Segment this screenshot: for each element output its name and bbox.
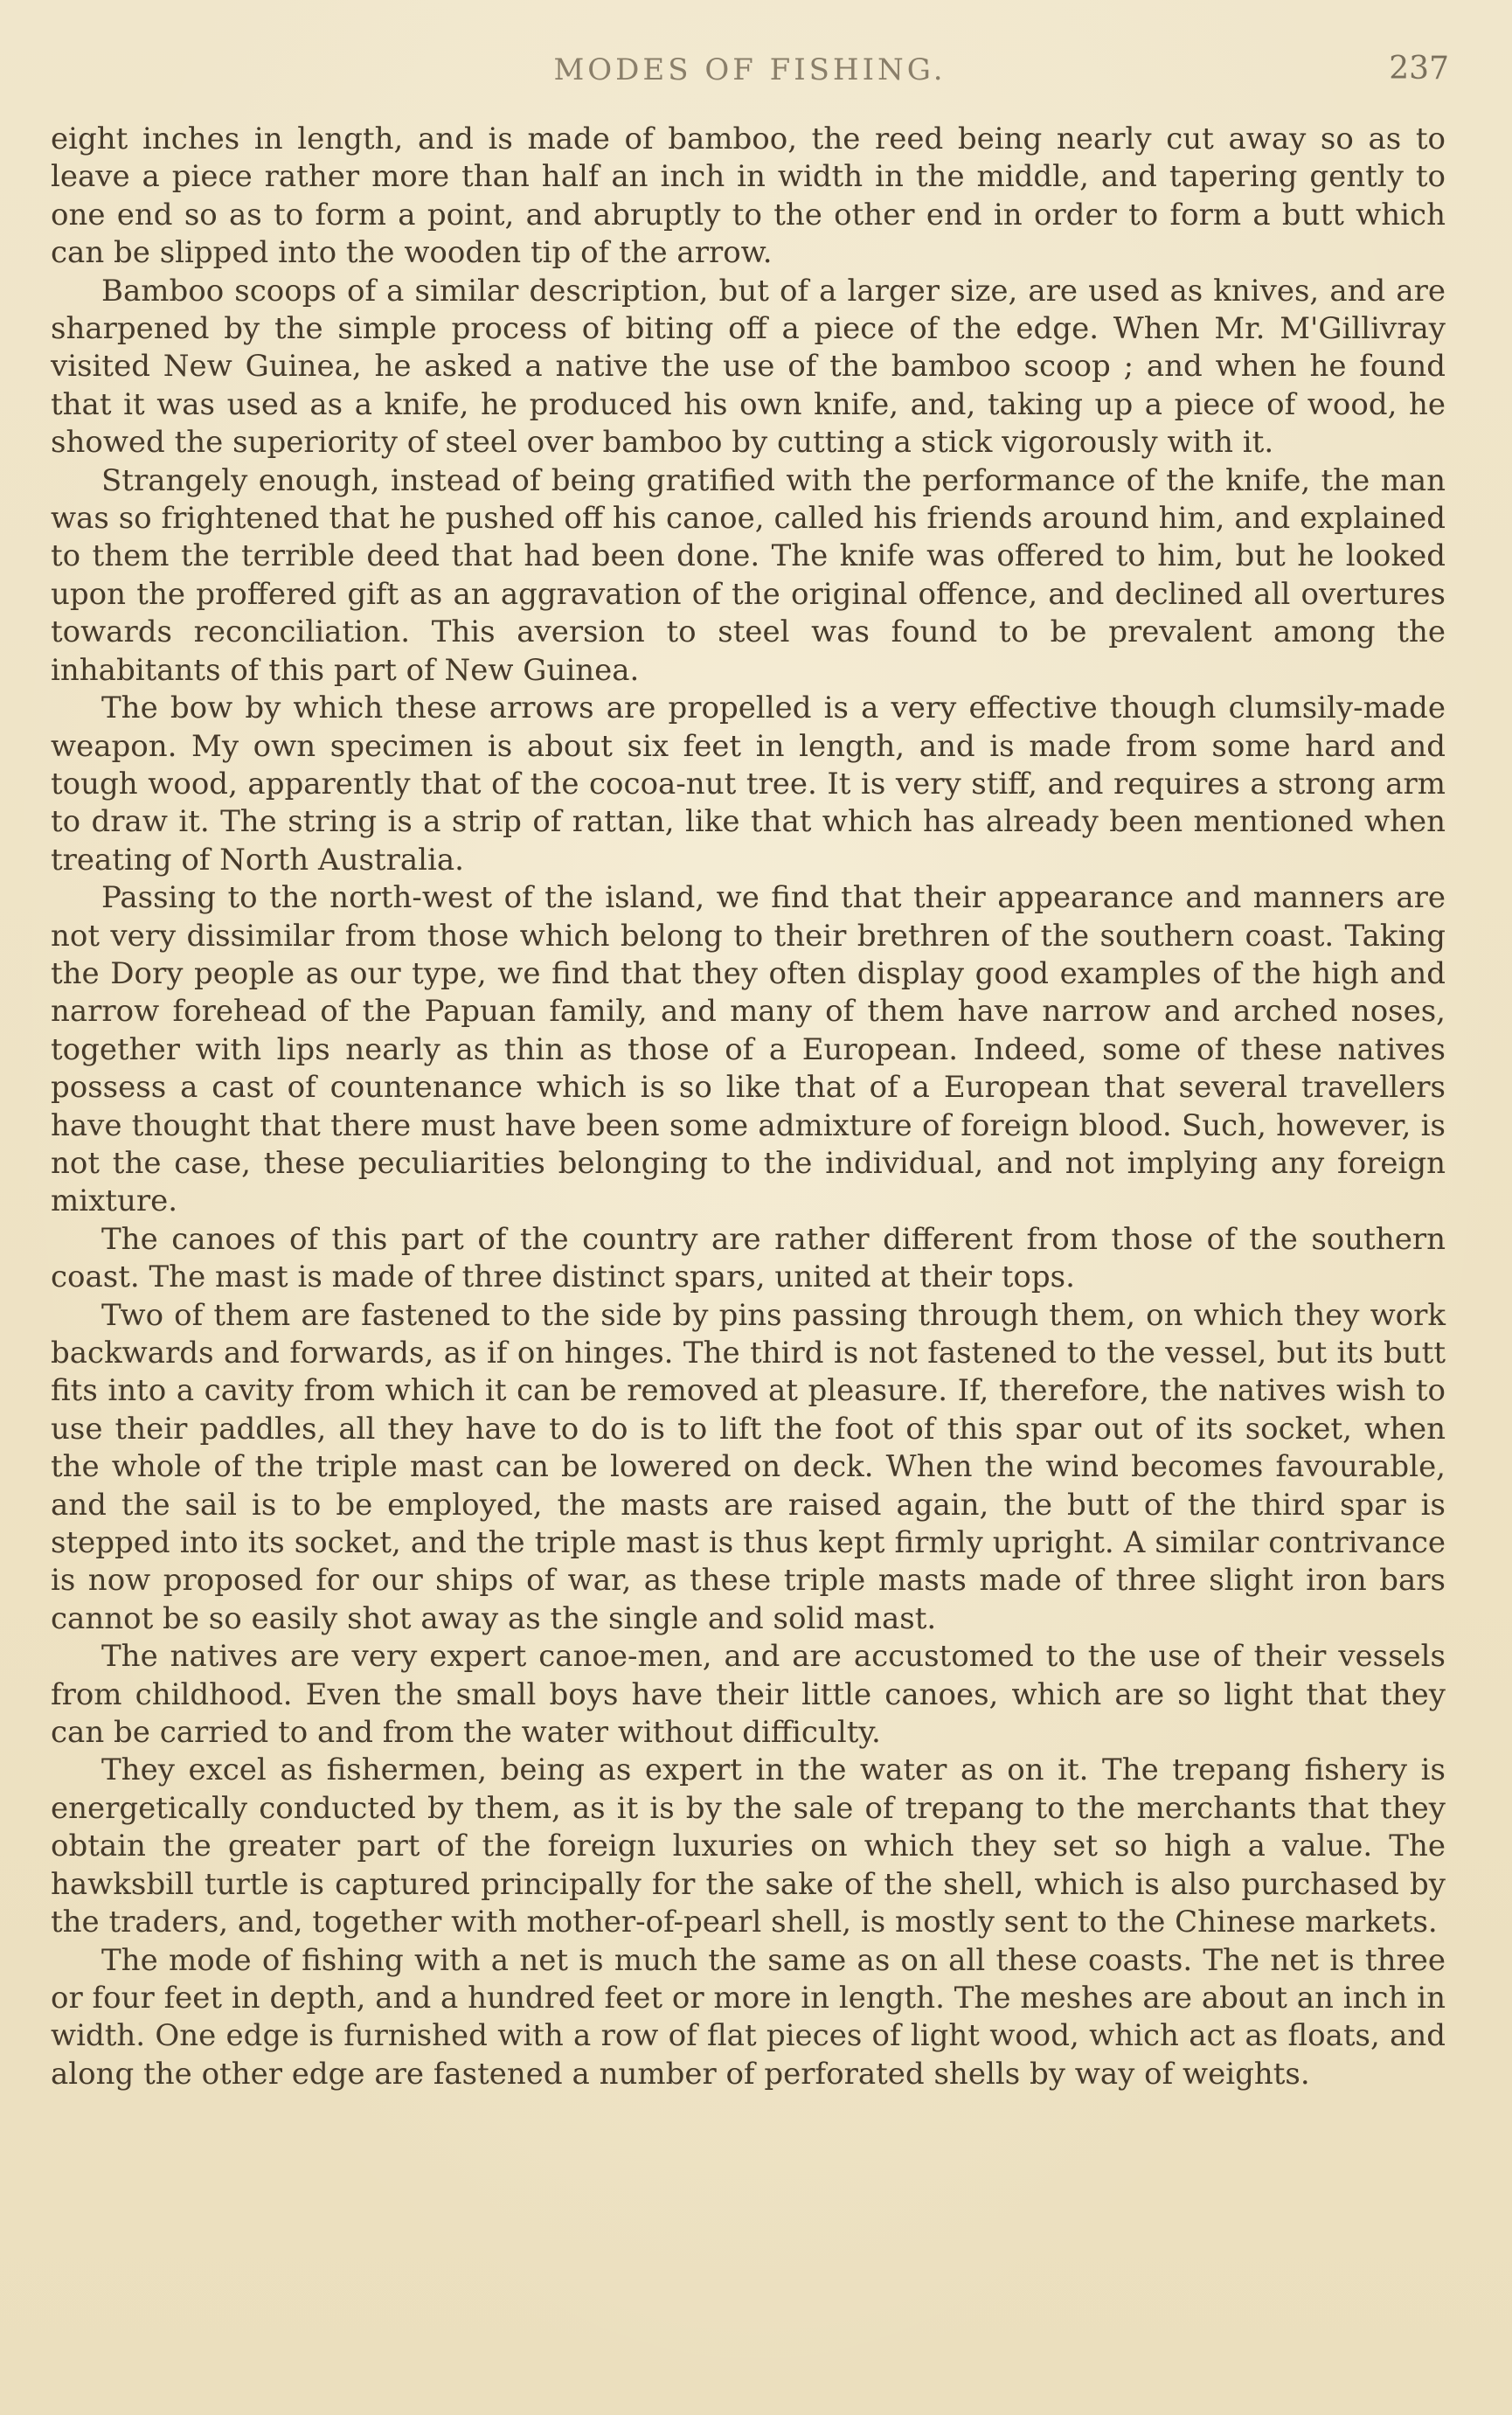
paragraph: Two of them are fastened to the side by pins passing through them, on which they work backwards and forwards, as if on hinges. The third is not fastened to the vessel, but its butt fits into a cavity from which it can be removed at pleasure. If, therefore, the natives wish to use their paddles, all they have to do is to lift the foot of this spar out of its socket, when the whole of the triple mast can be lowered on deck. When the wind becomes favourable, and the sail is to be employed, the masts are raised again, the butt of the third spar is stepped into its socket, and the triple mast is thus kept firmly upright. A similar contrivance is now proposed for our ships of war, as these triple masts made of three slight iron bars cannot be so easily shot away as the single and solid mast. (51, 1297, 1446, 1636)
paragraph: The mode of fishing with a net is much the same as on all these coasts. The net is three or four feet in depth, and a hundred feet or more in length. The meshes are about an inch in width. One edge is furnished with a row of flat pieces of light wood, which act as floats, and along the other edge are fastened a number of perforated shells by way of weights. (51, 1942, 1446, 2092)
paragraph: Passing to the north-west of the island, we find that their appearance and manners are not very dissimilar from those which belong to their brethren of the southern coast. Taking the Dory people as our type, we find that they often display good examples of the high and narrow forehead of the Papuan family, and many of them have narrow and arched noses, together with lips nearly as thin as those of a European. Indeed, some of these natives possess a cast of countenance which is so like that of a European that several travellers have thought that there must have been some admixture of foreign blood. Such, however, is not the case, these peculiarities belonging to the individual, and not implying any foreign mixture. (51, 880, 1446, 1219)
body-text (51, 121, 1446, 2093)
paragraph: They excel as fishermen, being as expert in the water as on it. The trepang fishery is energetically conducted by them, as it is by the sale of trepang to the merchants that they obtain the greater part of the foreign luxuries on which they set so high a value. The hawksbill turtle is captured principally for the sake of the shell, which is also purchased by the traders, and, together with mother-of-pearl shell, is mostly sent to the Chinese markets. (51, 1752, 1446, 1940)
paragraph: The canoes of this part of the country are rather different from those of the southern coast. The mast is made of three distinct spars, united at their tops. (51, 1221, 1446, 1295)
paragraph-continuation: eight inches in length, and is made of bamboo, the reed being nearly cut away so as to leave a piece rather more than half an inch in width in the middle, and tapering gently to one end so as to form a point, and abruptly to the other end in order to form a butt which can be slipped into the wooden tip of the arrow. (51, 121, 1446, 271)
paragraph: The natives are very expert canoe-men, and are accustomed to the use of their vessels from childhood. Even the small boys have their little canoes, which are so light that they can be carried to and from the water without difficulty. (51, 1639, 1446, 1751)
running-head (51, 45, 1449, 98)
paragraph: Strangely enough, instead of being gratified with the performance of the knife, the man was so frightened that he pushed off his canoe, called his friends around him, and explained to them the terrible deed that had been done. The knife was offered to him, but he looked upon the proffered gift as an aggravation of the original offence, and declined all overtures towards reconciliation. This aversion to steel was found to be prevalent among the inhabitants of this part of New Guinea. (51, 462, 1446, 688)
paragraph: Bamboo scoops of a similar description, but of a larger size, are used as knives, and are sharpened by the simple process of biting off a piece of the edge. When Mr. M'Gillivray visited New Guinea, he asked a native the use of the bamboo scoop ; and when he found that it was used as a knife, he produced his own knife, and, taking up a piece of wood, he showed the superiority of steel over bamboo by cutting a stick vigorously with it. (51, 273, 1446, 461)
page-number: 237 (1389, 51, 1449, 87)
running-title: MODES OF FISHING. (553, 52, 947, 87)
paragraph: The bow by which these arrows are propelled is a very effective though clumsily-made weapon. My own specimen is about six feet in length, and is made from some hard and tough wood, apparently that of the cocoa-nut tree. It is very stiff, and requires a strong arm to draw it. The string is a strip of rattan, like that which has already been mentioned when treating of North Australia. (51, 690, 1446, 878)
